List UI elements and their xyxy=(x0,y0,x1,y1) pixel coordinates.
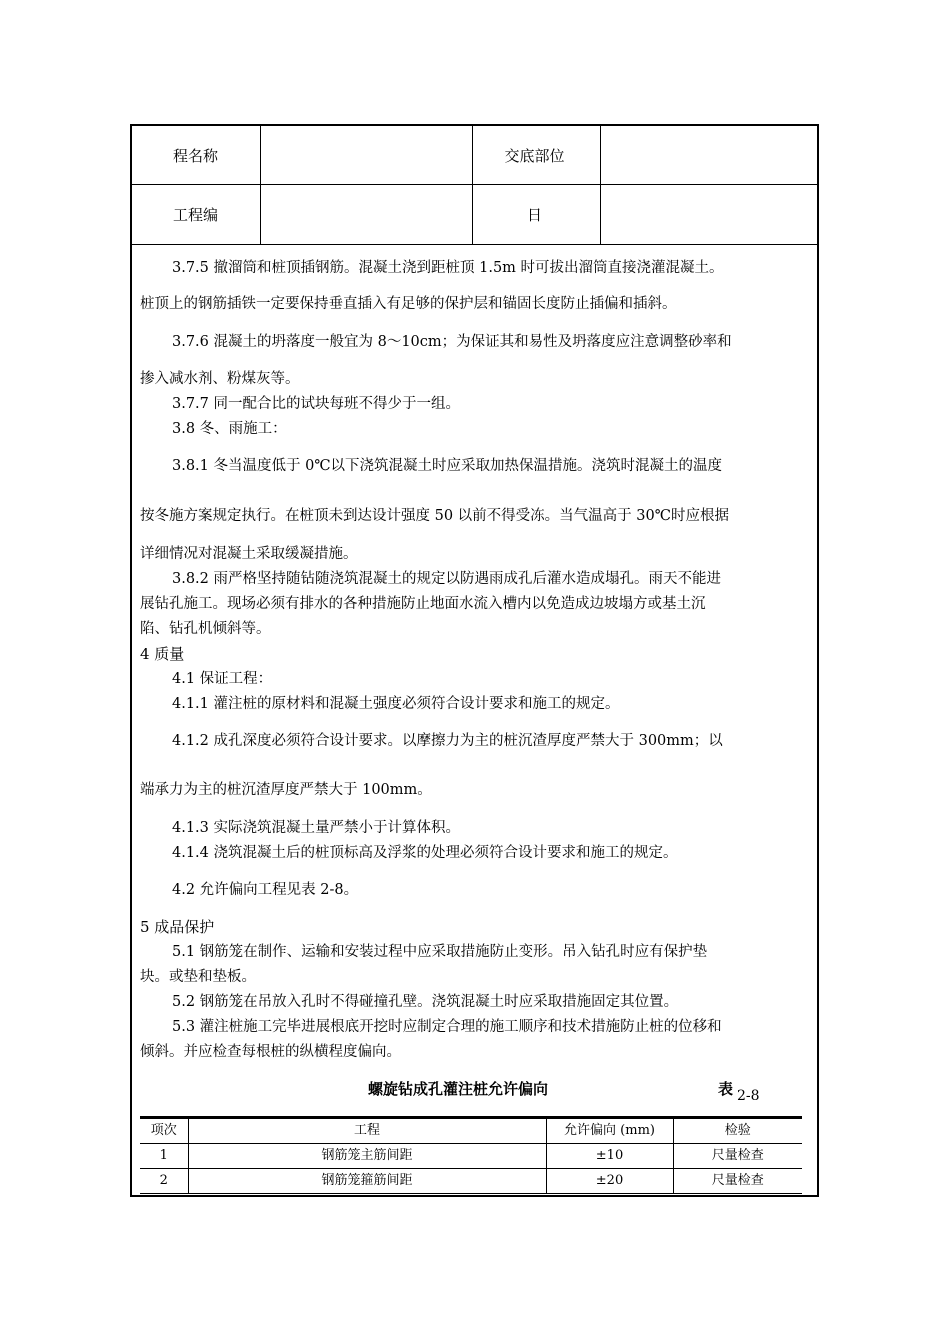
table-cell: 2 xyxy=(140,1169,188,1194)
project-name-label: 程名称 xyxy=(172,147,218,165)
table-cell: 钢筋笼主筋间距 xyxy=(188,1144,546,1169)
paragraph: 5.1 钢筋笼在制作、运输和安装过程中应采取措施防止变形。吊入钻孔时应有保护垫 xyxy=(172,944,708,960)
table-cell: ±20 xyxy=(546,1169,673,1194)
paragraph: 3.8.2 雨严格坚持随钻随浇筑混凝土的规定以防遇雨成孔后灌水造成塌孔。雨天不能进 xyxy=(172,571,722,587)
table-number-prefix: 表 xyxy=(718,1080,734,1098)
table-title: 螺旋钻成孔灌注桩允许偏向 xyxy=(368,1080,549,1098)
column-header: 检验 xyxy=(673,1118,802,1144)
paragraph: 桩顶上的钢筋插铁一定要保持垂直插入有足够的保护层和锚固长度防止插偏和插斜。 xyxy=(140,296,677,312)
column-header: 允许偏向 (mm) xyxy=(546,1118,673,1144)
header-bottom-border xyxy=(132,244,817,245)
paragraph: 4.2 允许偏向工程见表 2-8。 xyxy=(172,882,359,898)
deviation-table xyxy=(140,1116,802,1194)
table-cell: 尺量检查 xyxy=(673,1169,802,1194)
header-row-divider xyxy=(132,184,817,185)
paragraph: 掺入减水剂、粉煤灰等。 xyxy=(140,371,300,387)
project-no-label: 工程编 xyxy=(172,206,218,224)
location-label: 交底部位 xyxy=(504,147,565,165)
paragraph: 陷、钻孔机倾斜等。 xyxy=(140,621,271,637)
paragraph: 3.7.7 同一配合比的试块每班不得少于一组。 xyxy=(172,396,461,412)
table-row xyxy=(140,1169,802,1194)
paragraph: 端承力为主的桩沉渣厚度严禁大于 100mm。 xyxy=(140,782,432,798)
paragraph: 倾斜。并应检查每根桩的纵横程度偏向。 xyxy=(140,1044,401,1060)
paragraph: 4.1.4 浇筑混凝土后的桩顶标高及浮浆的处理必须符合设计要求和施工的规定。 xyxy=(172,845,678,861)
paragraph: 3.7.6 混凝土的坍落度一般宜为 8～10cm；为保证其和易性及坍落度应注意调整砂率和 xyxy=(172,334,732,350)
date-label: 日 xyxy=(526,206,542,224)
header-col-divider xyxy=(600,126,601,244)
paragraph: 按冬施方案规定执行。在桩顶未到达设计强度 50 以前不得受冻。当气温高于 30℃时应根据 xyxy=(140,508,729,524)
table-number: 2-8 xyxy=(737,1088,760,1104)
table-row xyxy=(140,1144,802,1169)
paragraph: 4.1.3 实际浇筑混凝土量严禁小于计算体积。 xyxy=(172,820,461,836)
paragraph: 3.8 冬、雨施工： xyxy=(172,421,287,437)
table-cell: 尺量检查 xyxy=(673,1144,802,1169)
paragraph: 4.1 保证工程： xyxy=(172,671,273,687)
header-col-divider xyxy=(472,126,473,244)
table-cell: 1 xyxy=(140,1144,188,1169)
section-heading: 5 成品保护 xyxy=(140,918,215,936)
column-header: 项次 xyxy=(140,1118,188,1144)
column-header: 工程 xyxy=(188,1118,546,1144)
paragraph: 详细情况对混凝土采取缓凝措施。 xyxy=(140,546,358,562)
paragraph: 展钻孔施工。现场必须有排水的各种措施防止地面水流入槽内以免造成边坡塌方或基土沉 xyxy=(140,596,706,612)
table-cell: ±10 xyxy=(546,1144,673,1169)
paragraph: 3.8.1 冬当温度低于 0℃以下浇筑混凝土时应采取加热保温措施。浇筑时混凝土的温度 xyxy=(172,458,723,474)
section-heading: 4 质量 xyxy=(140,645,185,663)
paragraph: 5.2 钢筋笼在吊放入孔时不得碰撞孔壁。浇筑混凝土时应采取措施固定其位置。 xyxy=(172,994,679,1010)
header-col-divider xyxy=(260,126,261,244)
table-header-row xyxy=(140,1118,802,1144)
paragraph: 块。或垫和垫板。 xyxy=(140,969,256,985)
paragraph: 4.1.1 灌注桩的原材料和混凝土强度必须符合设计要求和施工的规定。 xyxy=(172,696,620,712)
paragraph: 3.7.5 撤溜筒和桩顶插钢筋。混凝土浇到距桩顶 1.5m 时可拔出溜筒直接浇灌混凝土。 xyxy=(172,260,724,276)
paragraph: 4.1.2 成孔深度必须符合设计要求。以摩擦力为主的桩沉渣厚度严禁大于 300mm；以 xyxy=(172,733,723,749)
paragraph: 5.3 灌注桩施工完毕进展根底开挖时应制定合理的施工顺序和技术措施防止桩的位移和 xyxy=(172,1019,722,1035)
table-cell: 钢筋笼箍筋间距 xyxy=(188,1169,546,1194)
